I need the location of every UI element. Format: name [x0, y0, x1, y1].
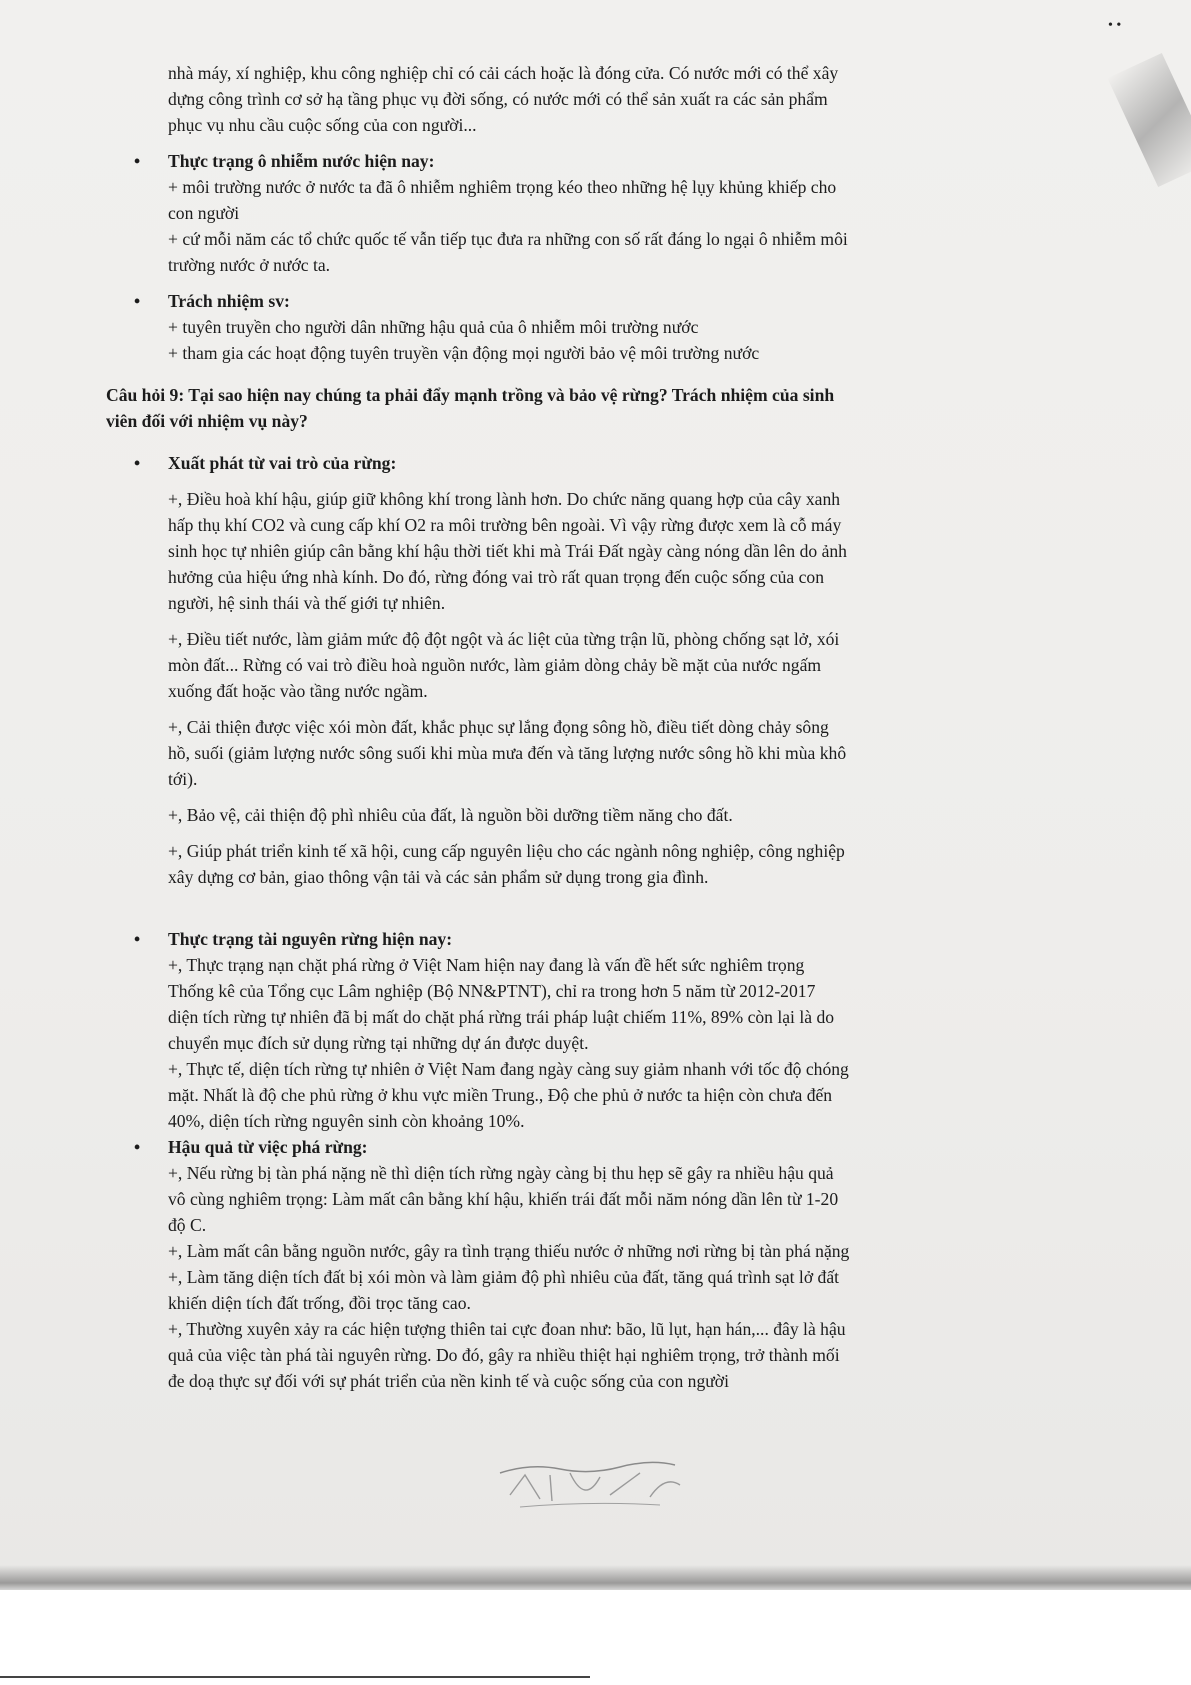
- text-line: +, Nếu rừng bị tàn phá nặng nề thì diện tích rừng ngày càng bị thu hẹp sẽ gây ra nhiều hậu quả: [168, 1163, 834, 1183]
- forest-role-paragraph: [168, 838, 1086, 890]
- bullet-heading-water-status: • Thực trạng ô nhiễm nước hiện nay:: [106, 148, 1086, 174]
- text-line: +, Cải thiện được việc xói mòn đất, khắc phục sự lắng đọng sông hồ, điều tiết dòng chảy sông: [168, 717, 829, 737]
- text-line: chuyển mục đích sử dụng rừng tại những dự án được duyệt.: [168, 1033, 589, 1053]
- text-line: trường nước ở nước ta.: [168, 255, 331, 275]
- scan-mark-dots: • •: [1108, 18, 1122, 33]
- text-line: +, Thực trạng nạn chặt phá rừng ở Việt Nam hiện nay đang là vấn đề hết sức nghiêm trọng: [168, 955, 805, 975]
- text-line: xây dựng cơ bản, giao thông vận tải và các sản phẩm sử dụng trong gia đình.: [168, 867, 709, 887]
- text-line: sinh học tự nhiên giúp cân bằng khí hậu thời tiết khi mà Trái Đất ngày càng nóng dần lên do ảnh: [168, 541, 847, 561]
- text-line: mòn đất... Rừng có vai trò điều hoà nguồn nước, làm giảm dòng chảy bề mặt của nước ngấm: [168, 655, 822, 675]
- forest-status-body: [106, 952, 1086, 1134]
- text-line: Câu hỏi 9: Tại sao hiện nay chúng ta phải đẩy mạnh trồng và bảo vệ rừng? Trách nhiệm của sinh: [106, 385, 835, 405]
- page-content: [106, 60, 1086, 1394]
- text-line: nhà máy, xí nghiệp, khu công nghiệp chỉ có cải cách hoặc là đóng cửa. Có nước mới có thể xây: [168, 63, 839, 83]
- text-line: +, Bảo vệ, cải thiện độ phì nhiêu của đất, là nguồn bồi dưỡng tiềm năng cho đất.: [168, 805, 733, 825]
- bullet-heading-deforest-consequence: • Hậu quả từ việc phá rừng:: [106, 1134, 1086, 1160]
- forest-role-paragraph: [168, 486, 1086, 616]
- text-line: mặt. Nhất là độ che phủ rừng ở khu vực miền Trung., Độ che phủ ở nước ta hiện còn chưa đến: [168, 1085, 833, 1105]
- text-line: + cứ mỗi năm các tổ chức quốc tế vẫn tiếp tục đưa ra những con số rất đáng lo ngại ô nhiễm môi: [168, 229, 848, 249]
- text-line: Thống kê của Tổng cục Lâm nghiệp (Bộ NN&PTNT), chỉ ra trong hơn 5 năm từ 2012-2017: [168, 981, 816, 1001]
- text-line: con người: [168, 203, 240, 223]
- text-line: tới).: [168, 769, 198, 789]
- text-line: + môi trường nước ở nước ta đã ô nhiễm nghiêm trọng kéo theo những hệ lụy khủng khiếp cho: [168, 177, 837, 197]
- text-line: khiến diện tích đất trống, đồi trọc tăng cao.: [168, 1293, 471, 1313]
- text-line: +, Điều tiết nước, làm giảm mức độ đột ngột và ác liệt của từng trận lũ, phòng chống sạt lở, xói: [168, 629, 840, 649]
- text-line: +, Điều hoà khí hậu, giúp giữ không khí trong lành hơn. Do chức năng quang hợp của cây xanh: [168, 489, 841, 509]
- text-line: phục vụ nhu cầu cuộc sống của con người...: [168, 115, 477, 135]
- text-line: hồ, suối (giảm lượng nước sông suối khi mùa mưa đến và tăng lượng nước sông hồ khi mùa khô: [168, 743, 847, 763]
- bullet-heading-student-duty: • Trách nhiệm sv:: [106, 288, 1086, 314]
- water-status-body: [106, 174, 1086, 278]
- text-line: quả của việc tàn phá tài nguyên rừng. Do đó, gây ra nhiều thiệt hại nghiêm trọng, trở thành mối: [168, 1345, 840, 1365]
- text-line: hấp thụ khí CO2 và cung cấp khí O2 ra môi trường bên ngoài. Vì vậy rừng được xem là cỗ máy: [168, 515, 842, 535]
- scan-shadow-streak: [1107, 53, 1191, 187]
- text-line: +, Thực tế, diện tích rừng tự nhiên ở Việt Nam đang ngày càng suy giảm nhanh với tốc độ chóng: [168, 1059, 849, 1079]
- scan-bottom-shadow: [0, 1565, 1191, 1590]
- forest-role-paragraph: [168, 626, 1086, 704]
- text-line: viên đối với nhiệm vụ này?: [106, 411, 308, 431]
- deforest-consequence-body: [106, 1160, 1086, 1394]
- text-line: + tham gia các hoạt động tuyên truyền vận động mọi người bảo vệ môi trường nước: [168, 343, 760, 363]
- text-line: +, Làm mất cân bằng nguồn nước, gây ra tình trạng thiếu nước ở những nơi rừng bị tàn phá nặng: [168, 1241, 850, 1261]
- intro-paragraph: [106, 60, 1086, 138]
- forest-role-body: [106, 486, 1086, 890]
- text-line: diện tích rừng tự nhiên đã bị mất do chặt phá rừng trái pháp luật chiếm 11%, 89% còn lại là do: [168, 1007, 835, 1027]
- text-line: +, Giúp phát triển kinh tế xã hội, cung cấp nguyên liệu cho các ngành nông nghiệp, công nghiệp: [168, 841, 845, 861]
- handwritten-signature: [490, 1455, 690, 1515]
- text-line: hưởng của hiệu ứng nhà kính. Do đó, rừng đóng vai trò rất quan trọng đến cuộc sống của con: [168, 567, 824, 587]
- text-line: độ C.: [168, 1215, 207, 1235]
- forest-role-paragraph: [168, 802, 1086, 828]
- bullet-heading-forest-status: • Thực trạng tài nguyên rừng hiện nay:: [106, 926, 1086, 952]
- question-9-heading: [106, 382, 1086, 434]
- text-line: xuống đất hoặc vào tầng nước ngầm.: [168, 681, 428, 701]
- text-line: + tuyên truyền cho người dân những hậu quả của ô nhiễm môi trường nước: [168, 317, 699, 337]
- bottom-divider: [0, 1676, 590, 1678]
- text-line: dựng công trình cơ sở hạ tầng phục vụ đời sống, có nước mới có thể sản xuất ra các sản phẩm: [168, 89, 828, 109]
- text-line: 40%, diện tích rừng nguyên sinh còn khoảng 10%.: [168, 1111, 525, 1131]
- text-line: người, hệ sinh thái và thế giới tự nhiên.: [168, 593, 446, 613]
- text-line: +, Thường xuyên xảy ra các hiện tượng thiên tai cực đoan như: bão, lũ lụt, hạn hán,... đây là hậu: [168, 1319, 846, 1339]
- forest-role-paragraph: [168, 714, 1086, 792]
- text-line: +, Làm tăng diện tích đất bị xói mòn và làm giảm độ phì nhiêu của đất, tăng quá trình sạt lở đất: [168, 1267, 840, 1287]
- text-line: đe doạ thực sự đối với sự phát triển của nền kinh tế và cuộc sống của con người: [168, 1371, 729, 1391]
- bullet-heading-forest-role: • Xuất phát từ vai trò của rừng:: [106, 450, 1086, 476]
- text-line: vô cùng nghiêm trọng: Làm mất cân bằng khí hậu, khiến trái đất mỗi năm nóng dần lên từ 1-20: [168, 1189, 839, 1209]
- student-duty-body: [106, 314, 1086, 366]
